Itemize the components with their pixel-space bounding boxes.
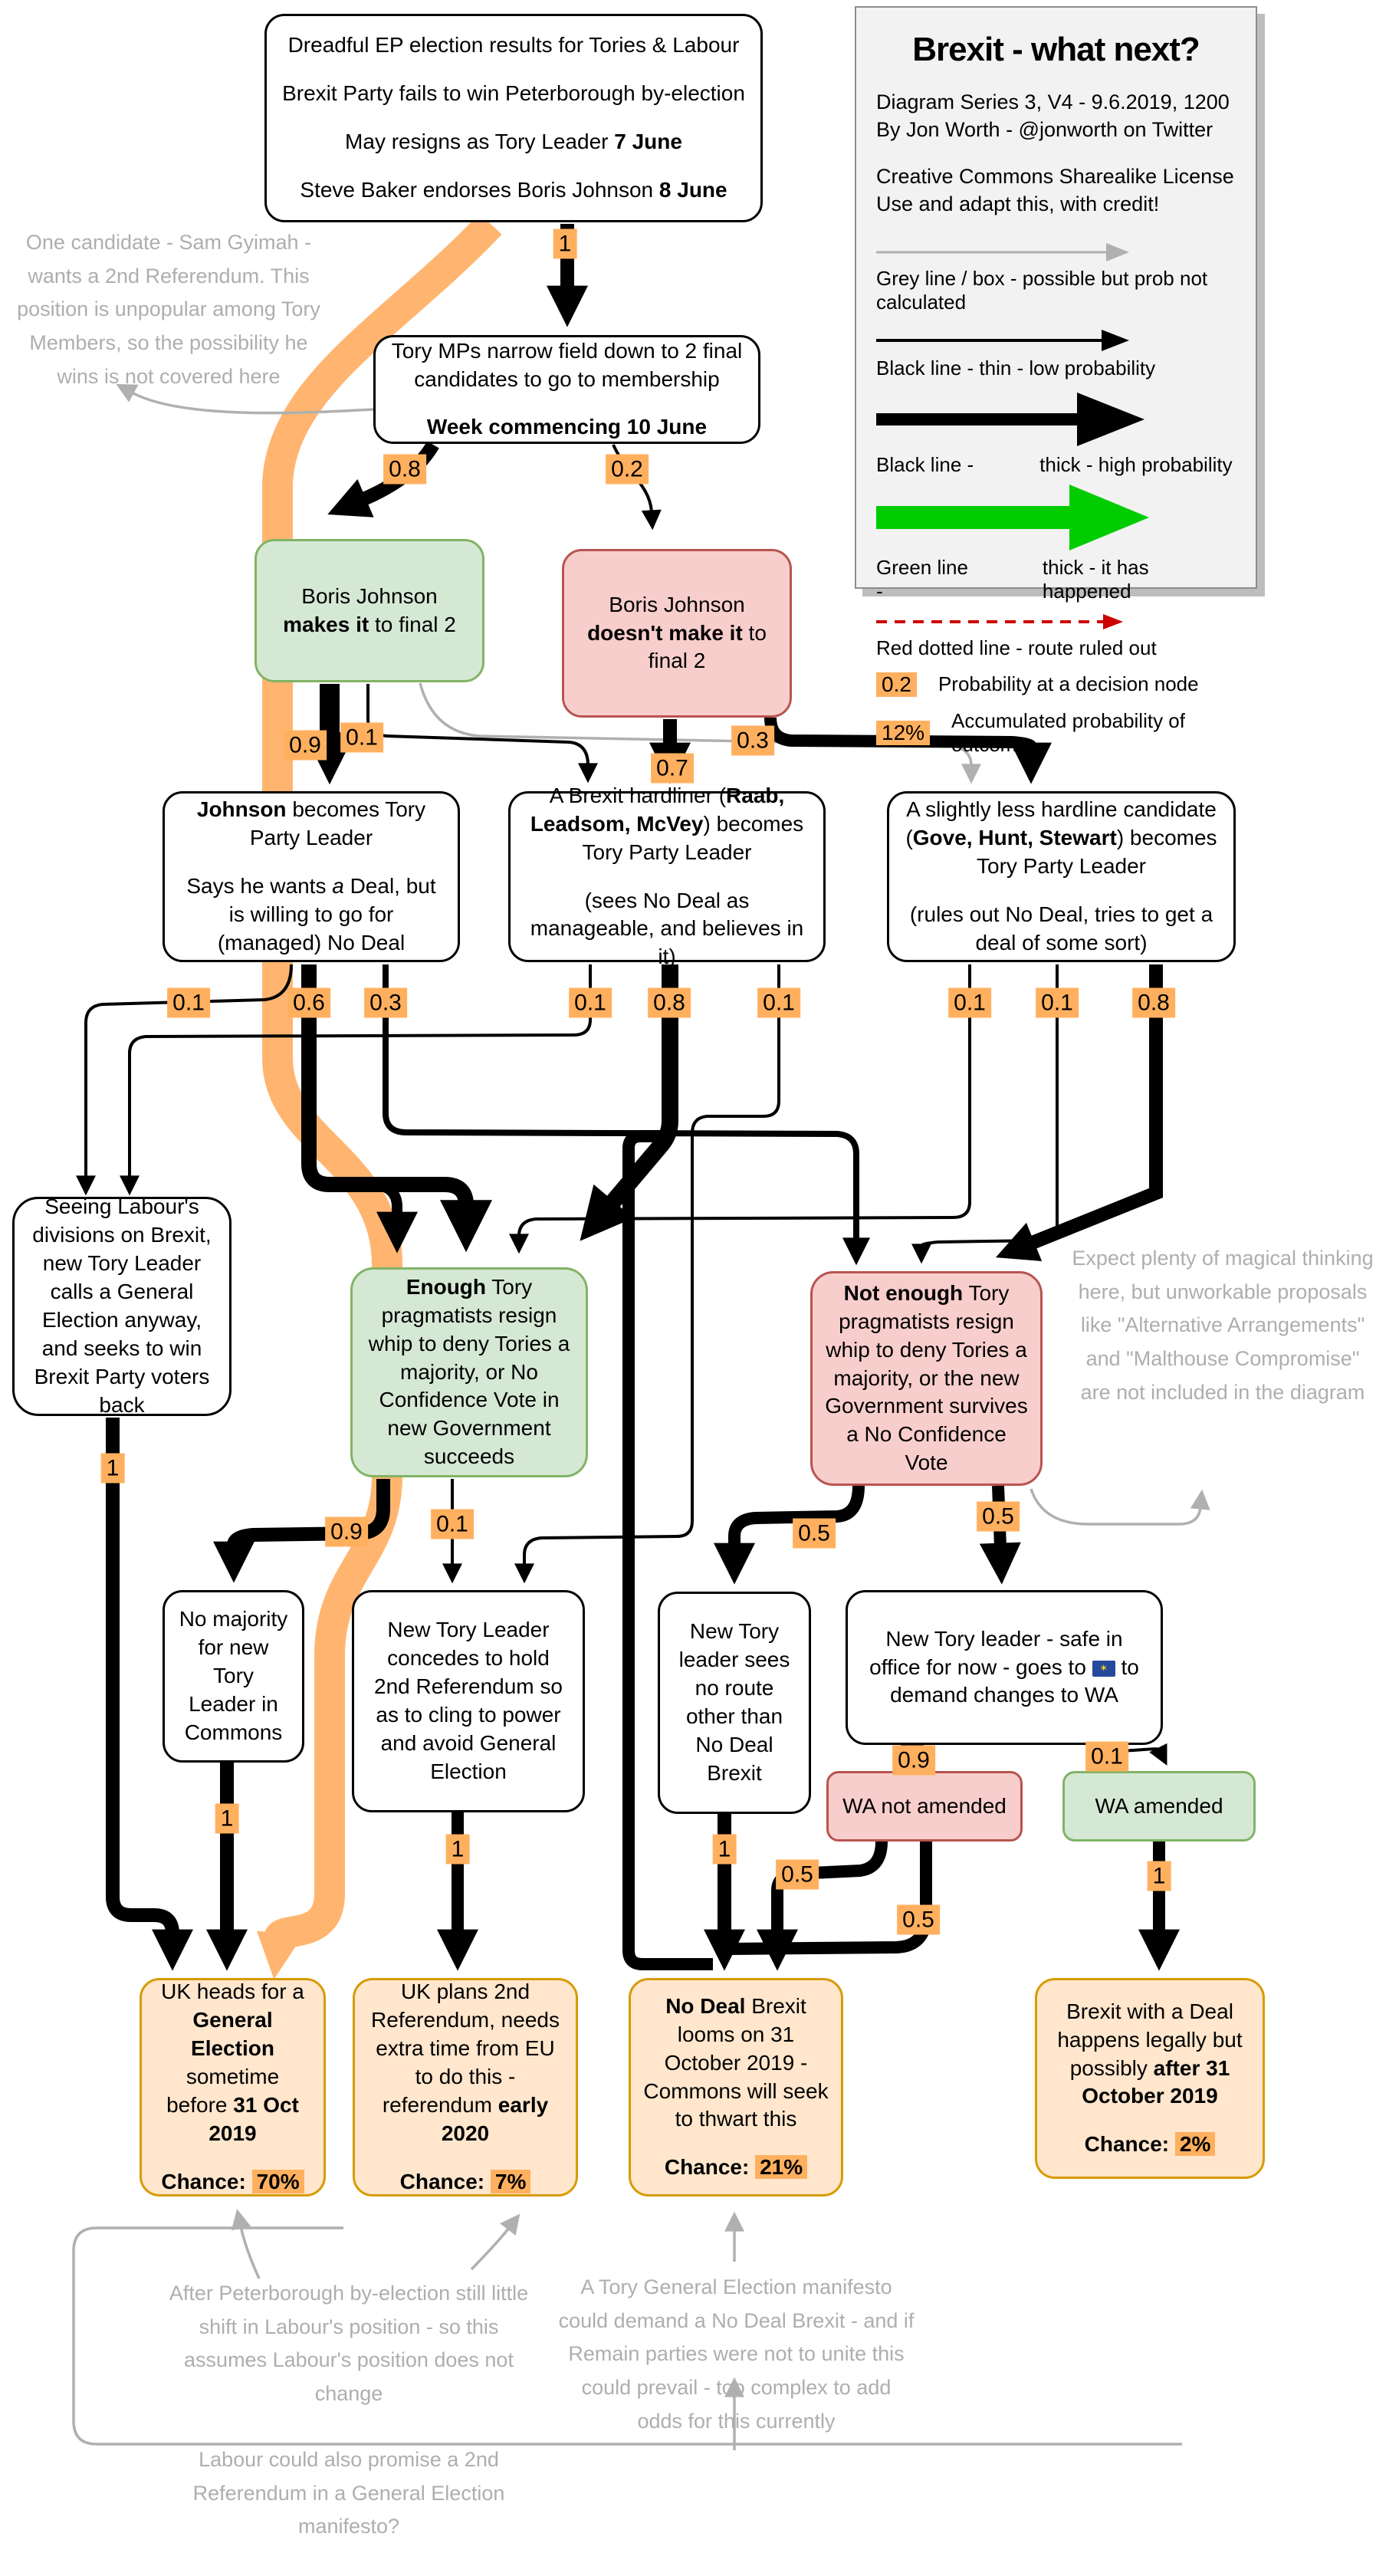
probability-chip: 0.5 <box>793 1519 836 1549</box>
outcome-ref-chance: Chance: 7% <box>400 2168 531 2196</box>
outcome-no-deal-chance: Chance: 21% <box>665 2154 807 2182</box>
outcome-deal-text: Brexit with a Deal happens legally but possibly after 31 October 2019 <box>1057 1999 1243 2108</box>
event-may-resigns: May resigns as Tory Leader 7 June <box>345 130 682 153</box>
node-no-majority <box>163 1590 304 1763</box>
meta-series: Diagram Series 3, V4 - 9.6.2019, 1200 <box>876 90 1230 113</box>
johnson-leader-title: Johnson becomes Tory Party Leader <box>196 797 426 850</box>
legend-thin-label: Black line - thin - low probability <box>876 356 1156 380</box>
probability-chip: 1 <box>1148 1861 1171 1891</box>
probability-chip: 0.7 <box>651 754 694 784</box>
probability-chip: 0.8 <box>1132 988 1175 1018</box>
legend-green-label: Green line - thick - it has happened <box>876 555 1149 603</box>
node-outcome-no-deal <box>629 1978 843 2196</box>
probability-chip: 0.1 <box>431 1510 474 1539</box>
node-safe-in-office <box>846 1590 1163 1745</box>
node-seeing-labour-ge <box>12 1194 232 1417</box>
boris-not-final2-text: Boris Johnson doesn't make it to final 2 <box>587 592 767 673</box>
not-enough-pragmatists-text: Not enough Tory pragmatists resign whip to deny Tories a majority, or the new Government survives a No Confidence Vote <box>825 1280 1028 1475</box>
diagram-license <box>876 163 1236 218</box>
less-hardline-detail: (rules out No Deal, tries to get a deal of some sort) <box>909 902 1213 955</box>
johnson-leader-detail: Says he wants a Deal, but is willing to go for (managed) No Deal <box>186 874 436 955</box>
narrow-field-text: Tory MPs narrow field down to 2 final candidates to go to membership <box>391 338 743 391</box>
probability-chip: 0.6 <box>287 988 330 1018</box>
annotation-peterborough-shift <box>157 2277 540 2576</box>
probability-chip: 0.3 <box>731 726 774 756</box>
hardliner-leader-detail: (sees No Deal as manageable, and believes in it) <box>530 888 804 969</box>
node-johnson-leader <box>163 791 460 962</box>
node-enough-pragmatists <box>350 1267 588 1477</box>
annotation-magical-text: Expect plenty of magical thinking here, but unworkable proposals like "Alternative Arrangements" and "Malthouse Compromise" are not included in the diagram <box>1072 1247 1374 1404</box>
probability-chip: 0.9 <box>284 731 327 761</box>
annotation-peterborough-text: After Peterborough by-election still little shift in Labour's position - so this assumes Labour's position does not change <box>169 2282 529 2406</box>
concedes-referendum-text: New Tory Leader concedes to hold 2nd Referendum so as to cling to power and avoid General Election <box>374 1618 563 1783</box>
annotation-gyimah-text: One candidate - Sam Gyimah - wants a 2nd Referendum. This position is unpopular among Tory Members, so the possibility he wins is not covered here <box>17 231 320 388</box>
probability-chip: 0.1 <box>948 988 991 1018</box>
node-narrow-field <box>373 335 760 444</box>
meta-author: By Jon Worth - @jonworth on Twitter <box>876 117 1213 141</box>
outcome-probability-label: Accumulated probability of outcome <box>951 708 1185 756</box>
annotation-gyimah <box>8 226 330 426</box>
decision-probability-chip: 0.2 <box>876 672 917 697</box>
probability-chip: 0.1 <box>569 988 612 1018</box>
license-line1: Creative Commons Sharealike License <box>876 165 1234 189</box>
probability-chip: 0.9 <box>325 1517 368 1547</box>
less-hardline-title: A slightly less hardline candidate (Gove, Hunt, Stewart) becomes Tory Party Leader <box>905 797 1217 879</box>
annotation-labour-2nd-ref-text: Labour could also promise a 2nd Referendum in a General Election manifesto? <box>192 2447 505 2538</box>
safe-in-office-text: New Tory leader - safe in office for now - goes to ✶ to demand changes to WA <box>860 1625 1148 1710</box>
legend-grey-arrow-icon <box>876 238 1137 261</box>
probability-chip: 0.3 <box>364 988 407 1018</box>
node-outcome-general-election <box>140 1978 326 2196</box>
event-ep-results: Dreadful EP election results for Tories & Labour <box>287 33 740 58</box>
outcome-ge-text: UK heads for a General Election sometime before 31 Oct 2019 <box>161 1980 304 2145</box>
outcome-ge-chance: Chance: 70% <box>161 2168 304 2196</box>
node-boris-not-final2 <box>562 549 792 718</box>
probability-chip: 0.1 <box>1036 988 1079 1018</box>
node-outcome-deal <box>1035 1978 1265 2179</box>
probability-chip: 0.1 <box>757 988 800 1018</box>
probability-chip: 0.8 <box>648 988 691 1018</box>
boris-makes-final2-text: Boris Johnson makes it to final 2 <box>283 583 456 636</box>
probability-chip: 0.5 <box>977 1502 1020 1532</box>
probability-chip: 1 <box>713 1835 737 1865</box>
node-outcome-2nd-referendum <box>353 1978 578 2196</box>
node-concedes-referendum <box>352 1590 585 1812</box>
legend-red-dotted-arrow-icon <box>876 611 1137 631</box>
seeing-labour-text: Seeing Labour's divisions on Brexit, new Tory Leader calls a General Election anyway, and seeks to win Brexit Party voters back <box>32 1194 212 1417</box>
probability-chip: 0.9 <box>892 1746 935 1776</box>
no-route-text: New Tory leader sees no route other than No Deal Brexit <box>678 1619 790 1785</box>
wa-amended-text: WA amended <box>1095 1793 1223 1818</box>
node-wa-not-amended <box>826 1771 1023 1842</box>
outcome-deal-chance: Chance: 2% <box>1085 2131 1216 2159</box>
license-line2: Use and adapt this, with credit! <box>876 192 1160 215</box>
node-no-route <box>658 1592 811 1814</box>
outcome-no-deal-text: No Deal Brexit looms on 31 October 2019 - Commons will seek to thwart this <box>643 1993 829 2131</box>
legend-thick-black-arrow-icon <box>876 391 1152 448</box>
wa-not-amended-text: WA not amended <box>842 1793 1007 1818</box>
probability-chip: 0.1 <box>340 723 383 753</box>
probability-chip: 0.5 <box>776 1860 819 1890</box>
legend-green-arrow-icon <box>876 485 1152 550</box>
legend-red-label: Red dotted line - route ruled out <box>876 636 1157 659</box>
legend-decision-chip-row <box>876 672 1236 697</box>
annotation-tory-manifesto-text: A Tory General Election manifesto could demand a No Deal Brexit - and if Remain parties were not to unite this could prevail - too complex to add odds for this currently <box>558 2275 915 2433</box>
probability-chip: 0.1 <box>1085 1742 1128 1772</box>
probability-chip: 0.5 <box>897 1905 940 1935</box>
node-not-enough-pragmatists <box>810 1271 1043 1486</box>
probability-chip: 0.8 <box>383 455 426 485</box>
hardliner-leader-title: A Brexit hardliner (Raab, Leadsom, McVey) becomes Tory Party Leader <box>530 783 804 864</box>
diagram-title: Brexit - what next? <box>912 31 1200 68</box>
enough-pragmatists-text: Enough Tory pragmatists resign whip to deny Tories a majority, or No Confidence Vote in new Government succeeds <box>368 1274 570 1469</box>
narrow-field-week: Week commencing 10 June <box>426 415 708 439</box>
probability-chip: 1 <box>215 1804 239 1834</box>
probability-chip: 0.1 <box>167 988 210 1018</box>
node-boris-makes-final2 <box>255 539 484 682</box>
node-hardliner-leader <box>508 783 826 969</box>
node-less-hardline-leader <box>887 791 1236 962</box>
annotation-magical-thinking <box>1069 1242 1376 1442</box>
legend-thick-label: Black line - thick - high probability <box>876 452 1233 476</box>
no-majority-text: No majority for new Tory Leader in Commons <box>179 1607 288 1744</box>
node-starting-events <box>264 14 763 222</box>
decision-probability-label: Probability at a decision node <box>938 672 1199 695</box>
legend-grey-label: Grey line / box - possible but prob not calculated <box>876 266 1208 314</box>
event-peterborough: Brexit Party fails to win Peterborough by-election <box>282 81 745 106</box>
probability-chip: 1 <box>553 229 577 259</box>
probability-chip: 0.2 <box>606 455 649 485</box>
legend-panel <box>855 6 1257 756</box>
annotation-tory-manifesto <box>558 2271 915 2471</box>
legend-thin-black-arrow-icon <box>876 325 1137 351</box>
probability-chip: 1 <box>101 1454 125 1484</box>
legend-outcome-chip-row <box>876 709 1236 757</box>
probability-chip: 1 <box>446 1835 470 1865</box>
node-wa-amended <box>1062 1771 1256 1842</box>
diagram-meta <box>876 89 1236 143</box>
eu-flag-icon <box>1092 1661 1115 1677</box>
outcome-probability-chip: 12% <box>876 721 930 745</box>
outcome-ref-text: UK plans 2nd Referendum, needs extra time from EU to do this - referendum early 2020 <box>371 1980 560 2145</box>
event-baker-endorses: Steve Baker endorses Boris Johnson 8 June <box>300 177 727 202</box>
